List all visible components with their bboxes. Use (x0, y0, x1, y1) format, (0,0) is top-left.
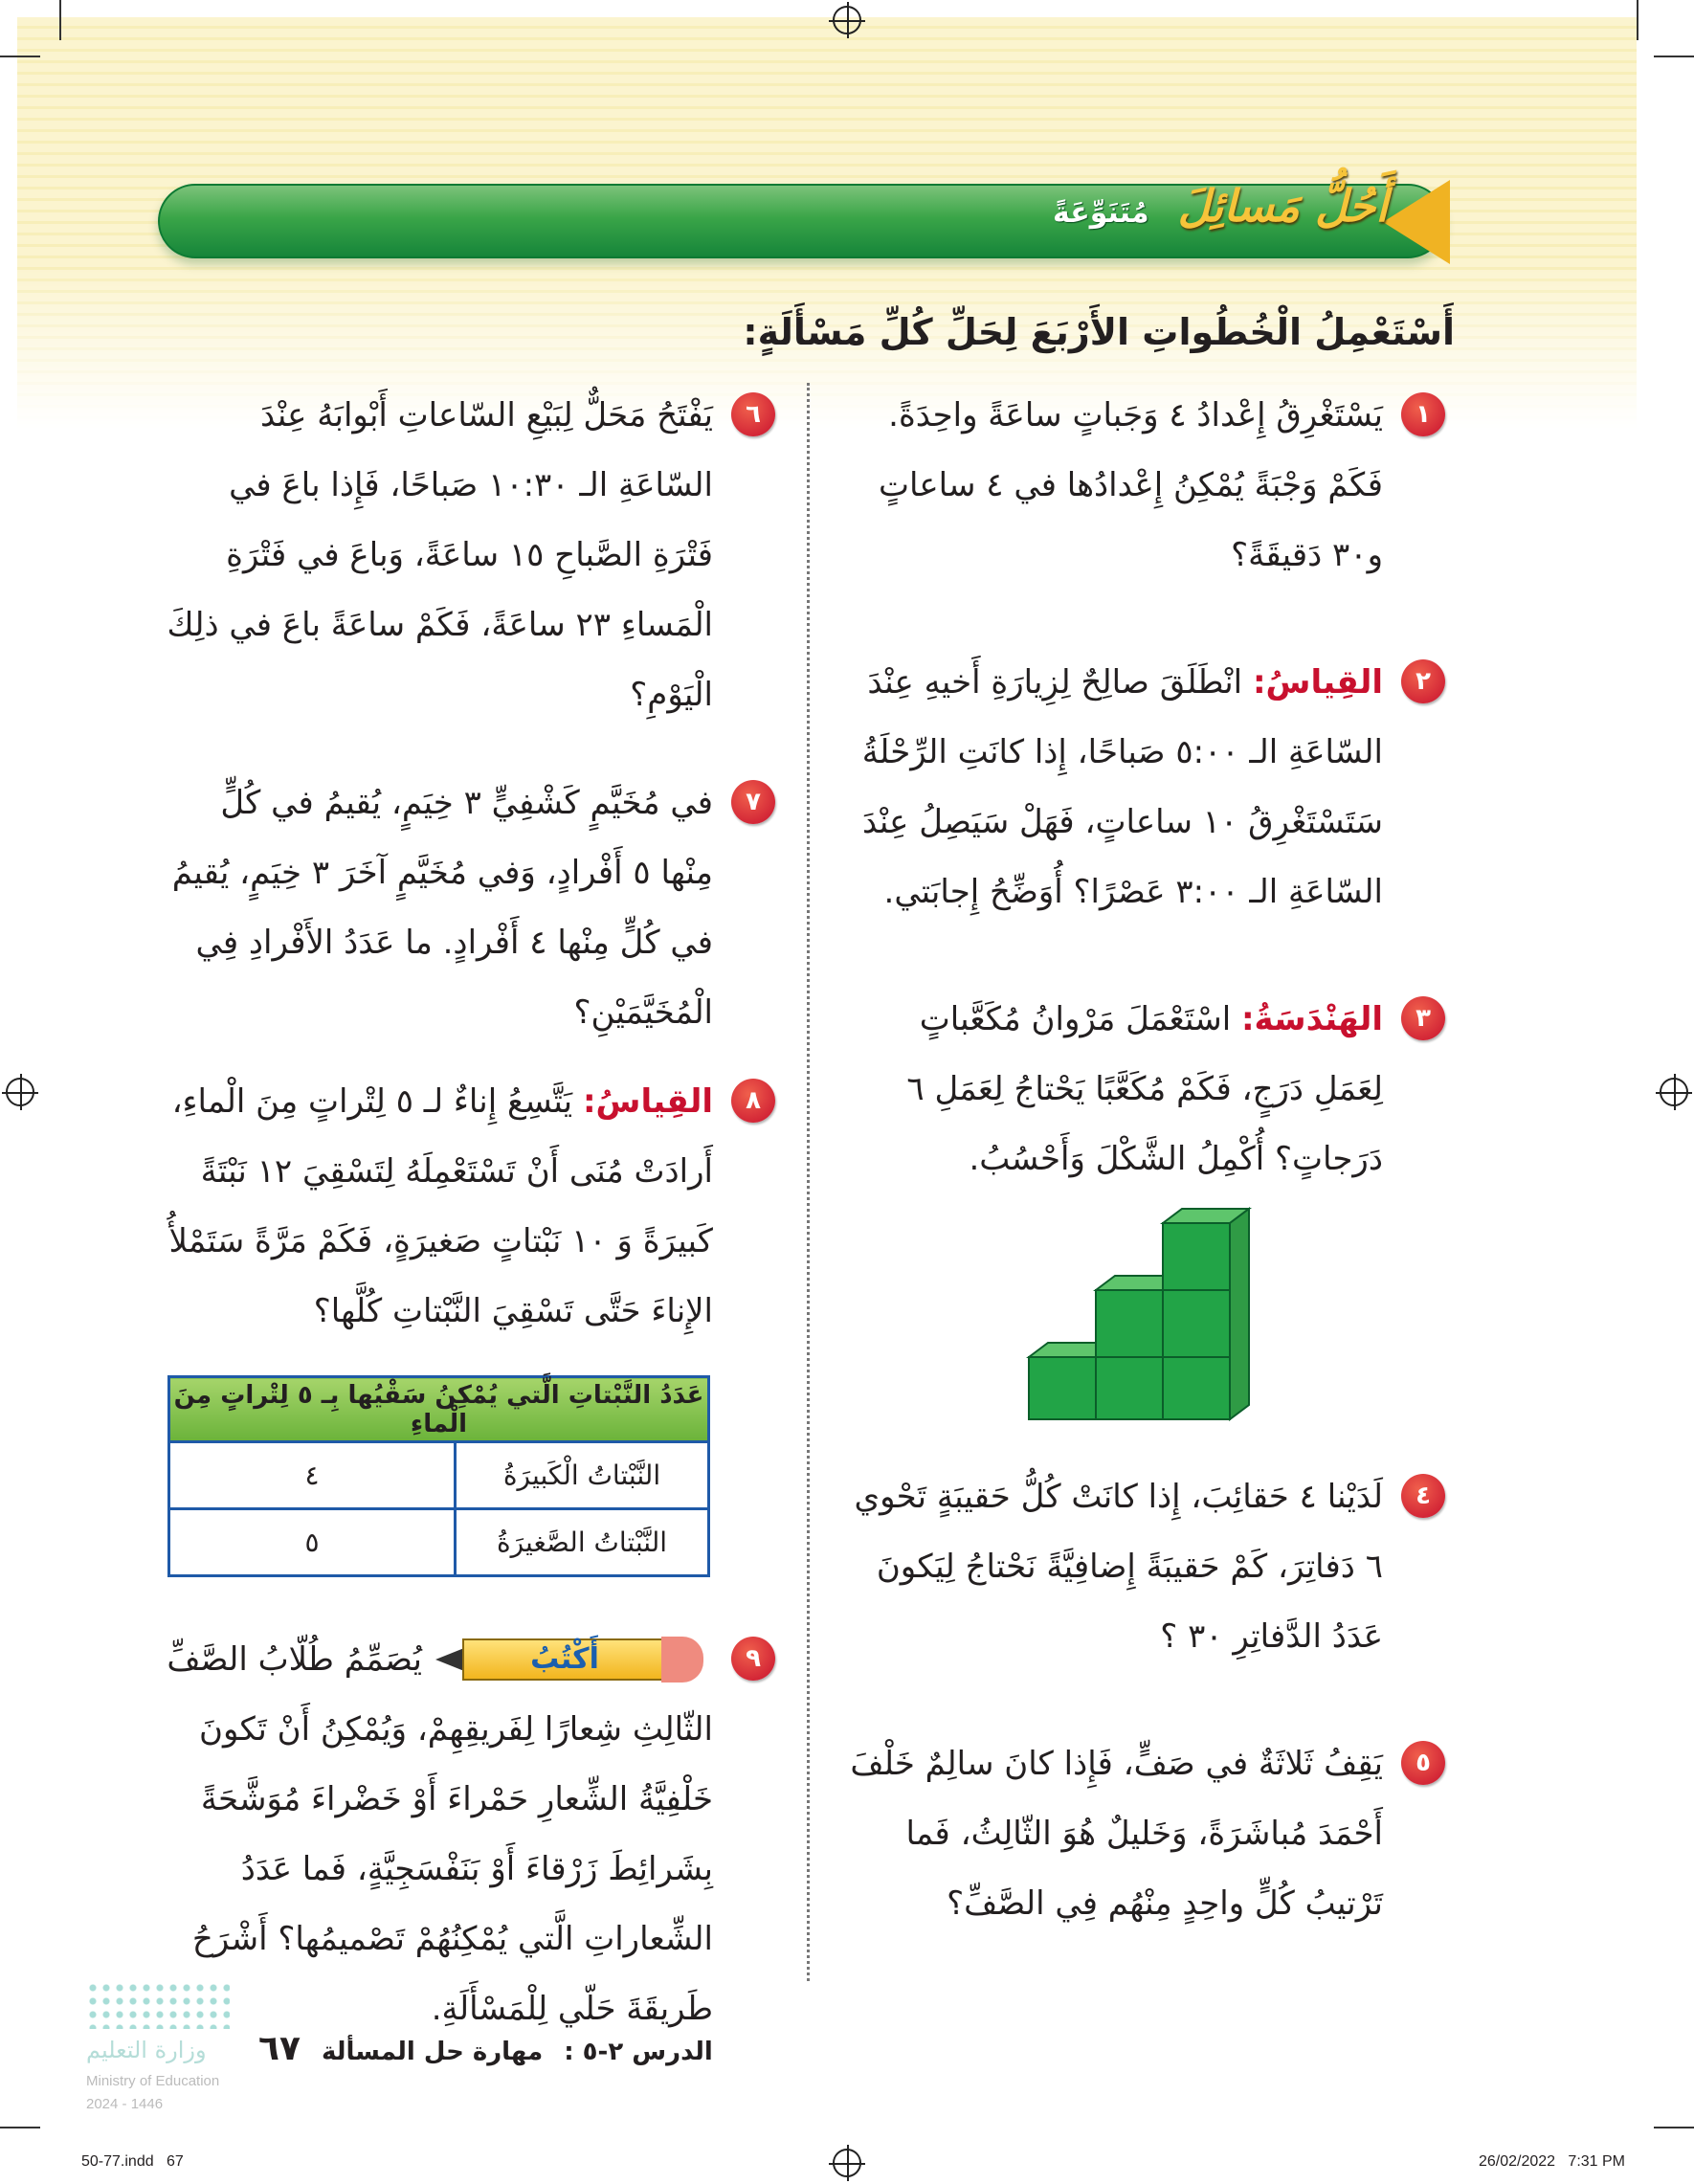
crop-mark (0, 56, 40, 57)
problem-number: ٧ (731, 780, 775, 824)
problem-number: ١ (1401, 392, 1445, 436)
crop-mark (1654, 56, 1694, 57)
problem-text: يَفْتَحُ مَحَلٌّ لِبَيْعِ السّاعاتِ أَبْوابَهُ عِنْدَ السّاعَةِ الـ ١٠:٣٠ صَباحًا، فَإِذا باعَ في فَتْرَةِ الصَّباحِ ١٥ ساعَةً، وَباعَ في فَتْرَةِ الْمَساءِ ٢٣ ساعَةً، فَكَمْ ساعَةً باعَ في ذلِكَ الْيَوْمِ؟ (167, 396, 713, 714)
problem-text: يَتَّسِعُ إِناءٌ لـ ٥ لِتْراتٍ مِنَ الْماءِ، أَرادَتْ مُنَى أَنْ تَسْتَعْمِلَهُ لِتَسْقِيَ ١٢ نَبْتَةً كَبيرَةً وَ ١٠ نَبْتاتٍ صَغيرَةٍ، فَكَمْ مَرَّةً سَتَمْلأُ الإِناءَ حَتَّى تَسْقِيَ النَّبْتاتِ كُلَّها؟ (168, 1082, 713, 1330)
problem-2 (842, 648, 1455, 927)
problem-text: يَسْتَغْرِقُ إِعْدادُ ٤ وَجَباتٍ ساعَةً واحِدَةً. فَكَمْ وَجْبَةً يُمْكِنُ إِعْدادُها في ٤ ساعاتٍ و٣٠ دَقيقَةً؟ (878, 396, 1383, 574)
problem-number: ٤ (1401, 1474, 1445, 1518)
topic-label: القِياسُ: (1252, 663, 1383, 702)
pencil-tip-icon (435, 1648, 464, 1671)
triangle-arrow-icon (1383, 180, 1450, 264)
problem-8 (163, 1067, 785, 1347)
registration-mark-icon (1660, 1078, 1688, 1106)
registration-mark-icon (833, 2149, 861, 2177)
problem-number: ٥ (1401, 1741, 1445, 1785)
edition-year: 2024 - 1446 (86, 2096, 164, 2112)
registration-mark-icon (833, 6, 861, 34)
cube-staircase-figure (1024, 1204, 1263, 1434)
table-row (169, 1509, 709, 1576)
column-divider (807, 383, 810, 1981)
registration-mark-icon (6, 1078, 34, 1106)
row-value: ٤ (169, 1442, 456, 1509)
problem-text: انْطَلَقَ صالِحٌ لِزِيارَةِ أَخيهِ عِنْدَ السّاعَةِ الـ ٥:٠٠ صَباحًا، إِذا كانَتِ الرِّحْلَةُ سَتَسْتَغْرِقُ ١٠ ساعاتٍ، فَهَلْ سَيَصِلُ عِنْدَ السّاعَةِ الـ ٣:٠٠ عَصْرًا؟ أُوَضِّحُ إِجابَتي. (861, 663, 1383, 911)
problem-number: ٨ (731, 1079, 775, 1123)
write-label: أَكْتُبُ (530, 1642, 599, 1676)
crop-mark (0, 2127, 40, 2128)
topic-label: الهَنْدَسَةُ: (1240, 1000, 1383, 1038)
left-column (163, 381, 785, 2044)
section-heading (1053, 180, 1388, 232)
problem-text: يَقِفُ ثَلاثَةٌ في صَفٍّ، فَإِذا كانَ سالِمٌ خَلْفَ أَحْمَدَ مُباشَرَةً، وَخَليلٌ هُوَ الثّالِثُ، فَما تَرْتيبُ كُلٍّ واحِدٍ مِنْهُم فِي الصَّفِّ؟ (850, 1745, 1383, 1923)
pencil-eraser (661, 1637, 703, 1683)
instructions: أَسْتَعْمِلُ الْخُطُواتِ الأَرْبَعَ لِحَلِّ كُلِّ مَسْأَلَةٍ: (743, 311, 1455, 353)
problem-9 (163, 1625, 785, 2044)
problem-number: ٣ (1401, 996, 1445, 1040)
problem-text: يُصَمِّمُ طُلّابُ الصَّفِّ الثّالِثِ شِعارًا لِفَريقِهِمْ، وَيُمْكِنُ أَنْ تَكونَ خَلْفِيَّةُ الشِّعارِ حَمْراءَ أَوْ خَضْراءَ مُوَشَّحَةً بِشَرائِطَ زَرْقاءَ أَوْ بَنَفْسَجِيَّةٍ، فَما عَدَدُ الشِّعاراتِ الَّتي يُمْكِنُهُمْ تَصْميمُها؟ أَشْرَحُ طَريقَةَ حَلّي لِلْمَسْأَلَةِ. (167, 1640, 713, 2028)
write-pencil-badge (435, 1633, 713, 1686)
topic-label: القِياسُ: (582, 1082, 713, 1121)
page-number: ٦٧ (258, 2029, 301, 2068)
lesson-footer (258, 2029, 713, 2068)
row-label: النَّبْتاتُ الصَّغيرَةُ (456, 1509, 709, 1576)
lesson-title: مهارة حل المسألة (321, 2038, 544, 2066)
ministry-logo-icon (86, 1981, 230, 2029)
problem-number: ٦ (731, 392, 775, 436)
crop-mark (1654, 2127, 1694, 2128)
row-label: النَّبْتاتُ الْكَبيرَةُ (456, 1442, 709, 1509)
ministry-name-ar: وزارة التعليم (86, 2037, 207, 2063)
ministry-name-en: Ministry of Education (86, 2073, 220, 2089)
right-column (842, 381, 1455, 1939)
problem-5 (842, 1729, 1455, 1939)
crop-mark (59, 0, 61, 40)
table-title: عَدَدُ النَّبْتاتِ الَّتي يُمْكِنُ سَقْيُها بِـ ٥ لِتْراتٍ مِنَ الْماءِ (169, 1377, 709, 1442)
date-slug: 26/02/2022 7:31 PM (1479, 2153, 1625, 2170)
problem-4 (842, 1462, 1455, 1672)
lesson-number: الدرس ٢-٥ : (564, 2038, 713, 2066)
problem-text: اسْتَعْمَلَ مَرْوانُ مُكَعَّباتٍ لِعَمَلِ دَرَجٍ، فَكَمْ مُكَعَّبًا يَحْتاجُ لِعَمَلِ ٦ دَرَجاتٍ؟ أُكْمِلُ الشَّكْلَ وَأَحْسُبُ. (906, 1000, 1383, 1178)
problem-text: في مُخَيَّمٍ كَشْفِيٍّ ٣ خِيَمٍ، يُقيمُ في كُلٍّ مِنْها ٥ أَفْرادٍ، وَفي مُخَيَّمٍ آخَرَ ٣ خِيَمٍ، يُقيمُ في كُلٍّ مِنْها ٤ أَفْرادٍ. ما عَدَدُ الأَفْرادِ فِي الْمُخَيَّمَيْنِ؟ (171, 784, 713, 1032)
problem-number: ٢ (1401, 659, 1445, 703)
problem-3 (842, 985, 1455, 1194)
file-slug: 50-77.indd 67 (81, 2153, 184, 2170)
problem-7 (163, 769, 785, 1048)
plants-table (167, 1375, 710, 1577)
problem-text: لَدَيْنا ٤ حَقائِبَ، إِذا كانَتْ كُلُّ حَقيبَةٍ تَحْوي ٦ دَفاتِرَ، كَمْ حَقيبَةً إِضافِيَّةً نَحْتاجُ لِيَكونَ عَدَدُ الدَّفاتِرِ ٣٠ ؟ (854, 1478, 1383, 1656)
section-title: أَحُلُّ مَسائِلَ (1177, 180, 1388, 232)
row-value: ٥ (169, 1509, 456, 1576)
table-row (169, 1442, 709, 1509)
problem-1 (842, 381, 1455, 591)
crop-mark (1637, 0, 1638, 40)
problem-6 (163, 381, 785, 730)
section-subtitle: مُتَنَوِّعَةً (1053, 195, 1149, 230)
problem-number: ٩ (731, 1637, 775, 1681)
